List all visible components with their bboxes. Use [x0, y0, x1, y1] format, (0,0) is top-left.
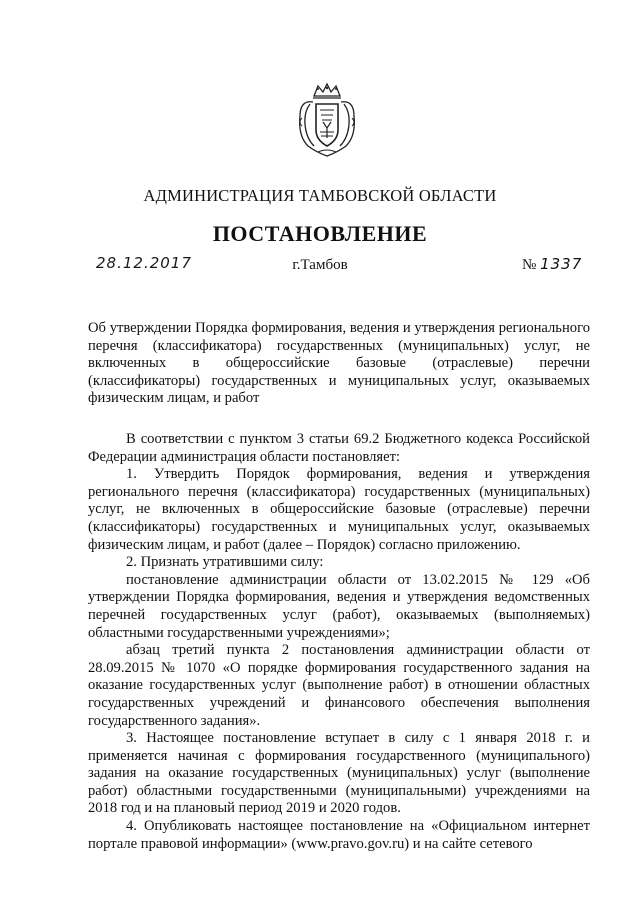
- paragraph-item-4: 4. Опубликовать настоящее постановление на «Официальном интернет портале правовой информации» (www.pravo.gov.ru) и на сайте сетевого: [88, 818, 590, 852]
- document-number: [522, 255, 582, 274]
- number-prefix: №: [522, 257, 537, 273]
- paragraph-repeal-1: постановление администрации области от 13.02.2015 № 129 «Об утверждении Порядка формирования, ведения и утверждения ведомственных перечней государственных услуг (работ), оказываемых (выполняемых) областными государственными учреждениями»;: [88, 571, 590, 641]
- document-type: ПОСТАНОВЛЕНИЕ: [212, 221, 428, 246]
- number-value: 1337: [540, 255, 583, 273]
- paragraph-item-3: 3. Настоящее постановление вступает в силу с 1 января 2018 г. и применяется начиная с формирования государственного (муниципального) задания на оказание государственных (муниципальных) услуг (выполнение работ) областными государственными (муниципальными) учреждениями на 2018 год и на плановый период 2019 и 2020 годов.: [88, 730, 590, 817]
- document-date: 28.12.2017: [96, 254, 192, 272]
- paragraph-item-2: 2. Признать утратившими силу:: [126, 554, 324, 571]
- document-subject: Об утверждении Порядка формирования, ведения и утверждения регионального перечня (классификатора) государственных (муниципальных) услуг, не включенных в общероссийские базовые (отраслевые) перечни (классификаторы) государственных и муниципальных услуг, оказываемых физическим лицам, и работ: [88, 320, 590, 407]
- document-body: [88, 431, 590, 853]
- paragraph-repeal-2: абзац третий пункта 2 постановления администрации области от 28.09.2015 № 1070 «О порядке формирования государственного задания на оказание государственных услуг (выполнение работ) в отношении областных государственных учреждений и финансового обеспечения выполнения государственного задания».: [88, 642, 590, 729]
- coat-of-arms-emblem: [296, 82, 358, 160]
- organization-name: АДМИНИСТРАЦИЯ ТАМБОВСКОЙ ОБЛАСТИ: [143, 186, 497, 205]
- paragraph-item-1: 1. Утвердить Порядок формирования, ведения и утверждения регионального перечня (классификатора) государственных (муниципальных) услуг, не включенных в общероссийские базовые (отраслевые) перечни (классификаторы) государственных и муниципальных услуг, оказываемых физическим лицам, и работ (далее – Порядок) согласно приложению.: [88, 466, 590, 553]
- paragraph-preamble: В соответствии с пунктом 3 статьи 69.2 Бюджетного кодекса Российской Федерации администрация области постановляет:: [88, 431, 590, 465]
- document-city: г.Тамбов: [292, 257, 348, 273]
